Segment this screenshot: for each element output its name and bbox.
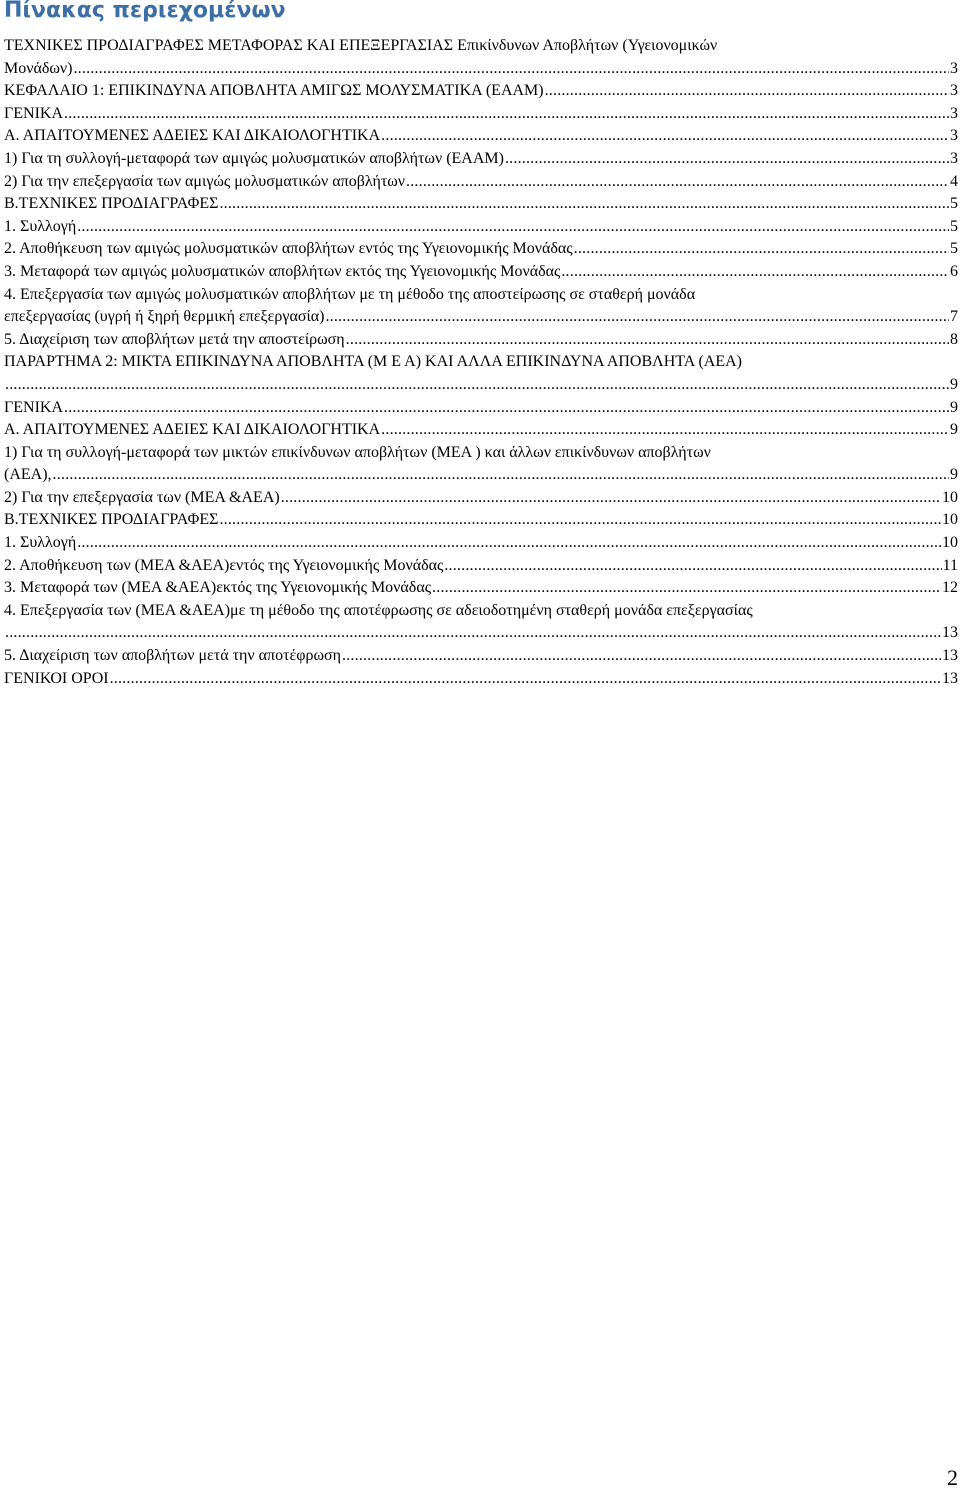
toc-entry[interactable] <box>4 284 958 329</box>
toc-entry-text: ΓΕΝΙΚΟΙ ΟΡΟΙ <box>4 669 109 687</box>
toc-entry[interactable] <box>4 125 958 148</box>
toc-entry-line <box>4 509 958 532</box>
dot-leader <box>5 374 949 397</box>
toc-entry-line <box>4 216 958 239</box>
toc-entry-line <box>4 306 958 329</box>
toc-entry[interactable] <box>4 238 958 261</box>
toc-entry-page-number: 9 <box>950 466 958 484</box>
dot-leader <box>381 125 949 148</box>
toc-entry-text: 2) Για την επεξεργασία των αμιγώς μολυσματικών αποβλήτων <box>4 172 406 190</box>
toc-entry[interactable] <box>4 600 958 645</box>
toc-entry[interactable] <box>4 555 958 578</box>
dot-leader <box>53 464 949 487</box>
toc-entry-text: ΓΕΝΙΚΑ <box>4 104 64 122</box>
dot-leader <box>406 171 949 194</box>
toc-entry-page-number: 5 <box>950 217 958 235</box>
toc-entry-text: 2. Αποθήκευση των αμιγώς μολυσματικών αποβλήτων εντός της Υγειονομικής Μονάδας <box>4 240 573 258</box>
toc-entry-page-number: 4 <box>950 172 958 190</box>
toc-entry-line <box>4 487 958 510</box>
toc-entry-text: 5. Διαχείριση των αποβλήτων μετά την αποστείρωση <box>4 330 345 348</box>
toc-entry-line <box>4 374 958 397</box>
toc-entry-text: Β.ΤΕΧΝΙΚΕΣ ΠΡΟΔΙΑΓΡΑΦΕΣ <box>4 195 219 213</box>
toc-entry-page-number: 5 <box>950 195 958 213</box>
toc-entry-page-number: 12 <box>942 579 958 597</box>
toc-entry-line <box>4 622 958 645</box>
toc-entry-text: επεξεργασίας (υγρή ή ξηρή θερμική επεξεργασία) <box>4 308 325 326</box>
toc-entry[interactable] <box>4 577 958 600</box>
dot-leader <box>110 668 941 691</box>
toc-entry-page-number: 13 <box>942 669 958 687</box>
dot-leader <box>574 238 949 261</box>
toc-entry-page-number: 3 <box>950 82 958 100</box>
dot-leader <box>77 216 949 239</box>
toc-entry-line <box>4 238 958 261</box>
toc-entry-page-number: 3 <box>950 127 958 145</box>
toc-entry-line <box>4 103 958 126</box>
toc-entry-line <box>4 261 958 284</box>
toc-entry-text: ΓΕΝΙΚΑ <box>4 398 64 416</box>
toc-entry-text: Α. ΑΠΑΙΤΟΥΜΕΝΕΣ ΑΔΕΙΕΣ ΚΑΙ ΔΙΚΑΙΟΛΟΓΗΤΙΚΑ <box>4 421 381 439</box>
toc-entry-line <box>4 577 958 600</box>
toc-entry-line <box>4 555 958 578</box>
dot-leader <box>342 645 941 668</box>
toc-entry-text: 5. Διαχείριση των αποβλήτων μετά την αποτέφρωση <box>4 647 341 665</box>
toc-entry-text: Α. ΑΠΑΙΤΟΥΜΕΝΕΣ ΑΔΕΙΕΣ ΚΑΙ ΔΙΚΑΙΟΛΟΓΗΤΙΚΑ <box>4 127 381 145</box>
toc-title: Πίνακας περιεχομένων <box>4 0 286 23</box>
toc-entry-line <box>4 397 958 420</box>
toc-entry-page-number: 10 <box>942 511 958 529</box>
toc-entry-line <box>4 329 958 352</box>
toc-entry-text: 3. Μεταφορά των (ΜΕΑ &ΑΕΑ)εκτός της Υγειονομικής Μονάδας <box>4 579 432 597</box>
dot-leader <box>505 148 949 171</box>
toc-entry-page-number: 13 <box>942 647 958 665</box>
toc-entry-page-number: 5 <box>950 240 958 258</box>
toc-entry[interactable] <box>4 442 958 487</box>
dot-leader <box>64 103 949 126</box>
toc-entry[interactable] <box>4 193 958 216</box>
toc-entry-first-line: ΤΕΧΝΙΚΕΣ ΠΡΟΔΙΑΓΡΑΦΕΣ ΜΕΤΑΦΟΡΑΣ ΚΑΙ ΕΠΕΞΕΡΓΑΣΙΑΣ Επικίνδυνων Αποβλήτων (Υγειονομικών <box>4 37 718 54</box>
toc-entry-page-number: 6 <box>950 262 958 280</box>
toc-entry-line <box>4 193 958 216</box>
toc-entry-text: 2) Για την επεξεργασία των (ΜΕΑ &ΑΕΑ) <box>4 488 280 506</box>
toc-entry[interactable] <box>4 216 958 239</box>
toc-entry[interactable] <box>4 329 958 352</box>
toc-entry-line <box>4 80 958 103</box>
toc-entry[interactable] <box>4 509 958 532</box>
toc-entry-line <box>4 58 958 81</box>
toc-entry-first-line: 1) Για τη συλλογή-μεταφορά των μικτών επικίνδυνων αποβλήτων (ΜΕΑ ) και άλλων επικίνδυνων αποβλήτων <box>4 443 711 461</box>
dot-leader <box>561 261 949 284</box>
toc-entry-page-number: 3 <box>950 104 958 122</box>
dot-leader <box>545 80 949 103</box>
toc-entry-page-number: 9 <box>950 421 958 439</box>
toc-entry-page-number: 3 <box>950 59 958 77</box>
toc-entry-line <box>4 532 958 555</box>
toc-entry[interactable] <box>4 419 958 442</box>
dot-leader <box>64 397 949 420</box>
toc-entry-page-number: 10 <box>942 534 958 552</box>
toc-entry-line <box>4 464 958 487</box>
toc-entry-text: 1) Για τη συλλογή-μεταφορά των αμιγώς μολυσματικών αποβλήτων (ΕΑΑΜ) <box>4 149 504 167</box>
toc-entry-text: ΚΕΦΑΛΑΙΟ 1: ΕΠΙΚΙΝΔΥΝΑ ΑΠΟΒΛΗΤΑ ΑΜΙΓΩΣ ΜΟΛΥΣΜΑΤΙΚΑ (ΕΑΑΜ) <box>4 82 544 100</box>
dot-leader <box>219 193 949 216</box>
toc-entry-page-number: 7 <box>950 308 958 326</box>
toc-entry-page-number: 13 <box>942 624 958 642</box>
toc-entry[interactable] <box>4 171 958 194</box>
dot-leader <box>346 329 949 352</box>
toc-entry-line <box>4 148 958 171</box>
toc-entry[interactable] <box>4 261 958 284</box>
dot-leader <box>281 487 941 510</box>
toc-entry[interactable] <box>4 103 958 126</box>
toc-entry[interactable] <box>4 397 958 420</box>
toc-entry-first-line: 4. Επεξεργασία των (ΜΕΑ &ΑΕΑ)με τη μέθοδο της αποτέφρωσης σε αδειοδοτημένη σταθερή μονάδα επεξεργασίας <box>4 601 753 619</box>
toc-entry-page-number: 11 <box>942 556 958 574</box>
toc-entry-text: 1. Συλλογή <box>4 217 77 235</box>
toc-entry-text: Μονάδων) <box>4 59 73 77</box>
toc-entry-line <box>4 645 958 668</box>
toc-entry[interactable] <box>4 148 958 171</box>
toc-entry-line <box>4 668 958 691</box>
toc-entry-page-number: 8 <box>950 330 958 348</box>
toc-entry-page-number: 3 <box>950 149 958 167</box>
toc-entry-line <box>4 125 958 148</box>
toc-entry[interactable] <box>4 532 958 555</box>
dot-leader <box>444 555 941 578</box>
toc-entry-first-line: ΠΑΡΑΡΤΗΜΑ 2: ΜΙΚΤΑ ΕΠΙΚΙΝΔΥΝΑ ΑΠΟΒΛΗΤΑ (Μ Ε Α) ΚΑΙ ΑΛΛΑ ΕΠΙΚΙΝΔΥΝΑ ΑΠΟΒΛΗΤΑ (ΑΕΑ) <box>4 353 743 371</box>
toc-entry[interactable] <box>4 645 958 668</box>
toc-entry[interactable] <box>4 80 958 103</box>
table-of-contents <box>4 35 958 690</box>
toc-entry-first-line: 4. Επεξεργασία των αμιγώς μολυσματικών αποβλήτων με τη μέθοδο της αποστείρωσης σε σταθερή μονάδα <box>4 285 696 303</box>
dot-leader <box>381 419 949 442</box>
dot-leader <box>77 532 941 555</box>
toc-entry-line <box>4 171 958 194</box>
toc-entry[interactable] <box>4 351 958 396</box>
toc-entry-text: 2. Αποθήκευση των (ΜΕΑ &ΑΕΑ)εντός της Υγειονομικής Μονάδας <box>4 556 444 574</box>
toc-entry-text: Β.ΤΕΧΝΙΚΕΣ ΠΡΟΔΙΑΓΡΑΦΕΣ <box>4 511 219 529</box>
toc-entry[interactable] <box>4 668 958 691</box>
dot-leader <box>325 306 949 329</box>
toc-entry-page-number: 9 <box>950 375 958 393</box>
dot-leader <box>432 577 941 600</box>
page-number: 2 <box>947 1465 958 1490</box>
dot-leader <box>219 509 941 532</box>
toc-entry[interactable] <box>4 487 958 510</box>
toc-entry-text: 3. Μεταφορά των αμιγώς μολυσματικών αποβλήτων εκτός της Υγειονομικής Μονάδας <box>4 262 561 280</box>
toc-entry-text: (ΑΕΑ), <box>4 466 52 484</box>
toc-entry-page-number: 9 <box>950 398 958 416</box>
dot-leader <box>73 58 949 81</box>
toc-entry-page-number: 10 <box>942 488 958 506</box>
toc-entry-line <box>4 419 958 442</box>
dot-leader <box>5 622 941 645</box>
toc-entry[interactable] <box>4 35 958 80</box>
toc-entry-text: 1. Συλλογή <box>4 534 77 552</box>
